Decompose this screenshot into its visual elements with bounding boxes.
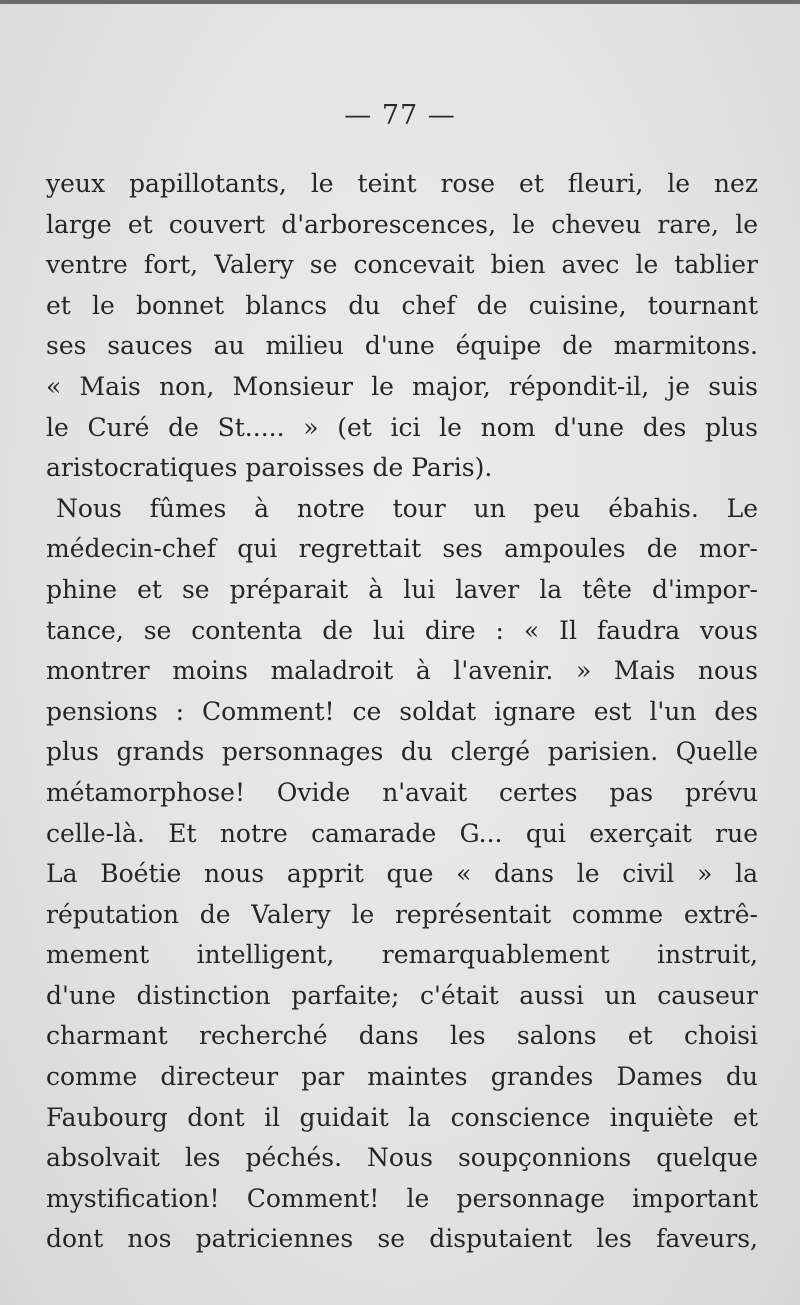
page-number: — 77 — bbox=[344, 100, 456, 131]
text-line: dont nos patriciennes se disputaient les faveurs, bbox=[46, 1224, 758, 1254]
body-text bbox=[46, 164, 758, 1260]
text-line: absolvait les péchés. Nous soupçonnions quelque bbox=[46, 1143, 758, 1173]
text-line: et le bonnet blancs du chef de cuisine, tournant bbox=[46, 290, 758, 320]
text-line: ses sauces au milieu d'une équipe de marmitons. bbox=[46, 331, 758, 361]
text-line: ventre fort, Valery se concevait bien avec le tablier bbox=[46, 250, 758, 280]
text-line: réputation de Valery le représentait comme extrê- bbox=[46, 899, 758, 929]
text-line: montrer moins maladroit à l'avenir. » Mais nous bbox=[46, 656, 758, 686]
text-line: Faubourg dont il guidait la conscience inquiète et bbox=[46, 1102, 758, 1132]
text-line: le Curé de St..... » (et ici le nom d'une des plus bbox=[46, 412, 758, 442]
text-line: d'une distinction parfaite; c'était aussi un causeur bbox=[46, 980, 758, 1010]
text-line: La Boétie nous apprit que « dans le civil » la bbox=[46, 859, 758, 889]
text-line: tance, se contenta de lui dire : « Il faudra vous bbox=[46, 615, 758, 645]
text-line: phine et se préparait à lui laver la tête d'impor- bbox=[46, 574, 758, 604]
text-line: médecin-chef qui regrettait ses ampoules de mor- bbox=[46, 534, 758, 564]
text-line: « Mais non, Monsieur le major, répondit-il, je suis bbox=[46, 371, 758, 401]
text-line: large et couvert d'arborescences, le cheveu rare, le bbox=[46, 209, 758, 239]
text-line: mystification! Comment! le personnage important bbox=[46, 1183, 758, 1213]
text-line: Nous fûmes à notre tour un peu ébahis. Le bbox=[56, 493, 758, 523]
text-line: mement intelligent, remarquablement instruit, bbox=[46, 940, 758, 970]
text-line: celle-là. Et notre camarade G... qui exerçait rue bbox=[46, 818, 758, 848]
text-line: charmant recherché dans les salons et choisi bbox=[46, 1021, 758, 1051]
text-line: yeux papillotants, le teint rose et fleuri, le nez bbox=[46, 169, 758, 198]
text-line: comme directeur par maintes grandes Dames du bbox=[46, 1062, 758, 1092]
text-line: métamorphose! Ovide n'avait certes pas prévu bbox=[46, 777, 758, 807]
text-line: plus grands personnages du clergé parisien. Quelle bbox=[46, 737, 758, 767]
text-line: pensions : Comment! ce soldat ignare est l'un des bbox=[46, 696, 758, 726]
text-line: aristocratiques paroisses de Paris). bbox=[46, 453, 493, 483]
